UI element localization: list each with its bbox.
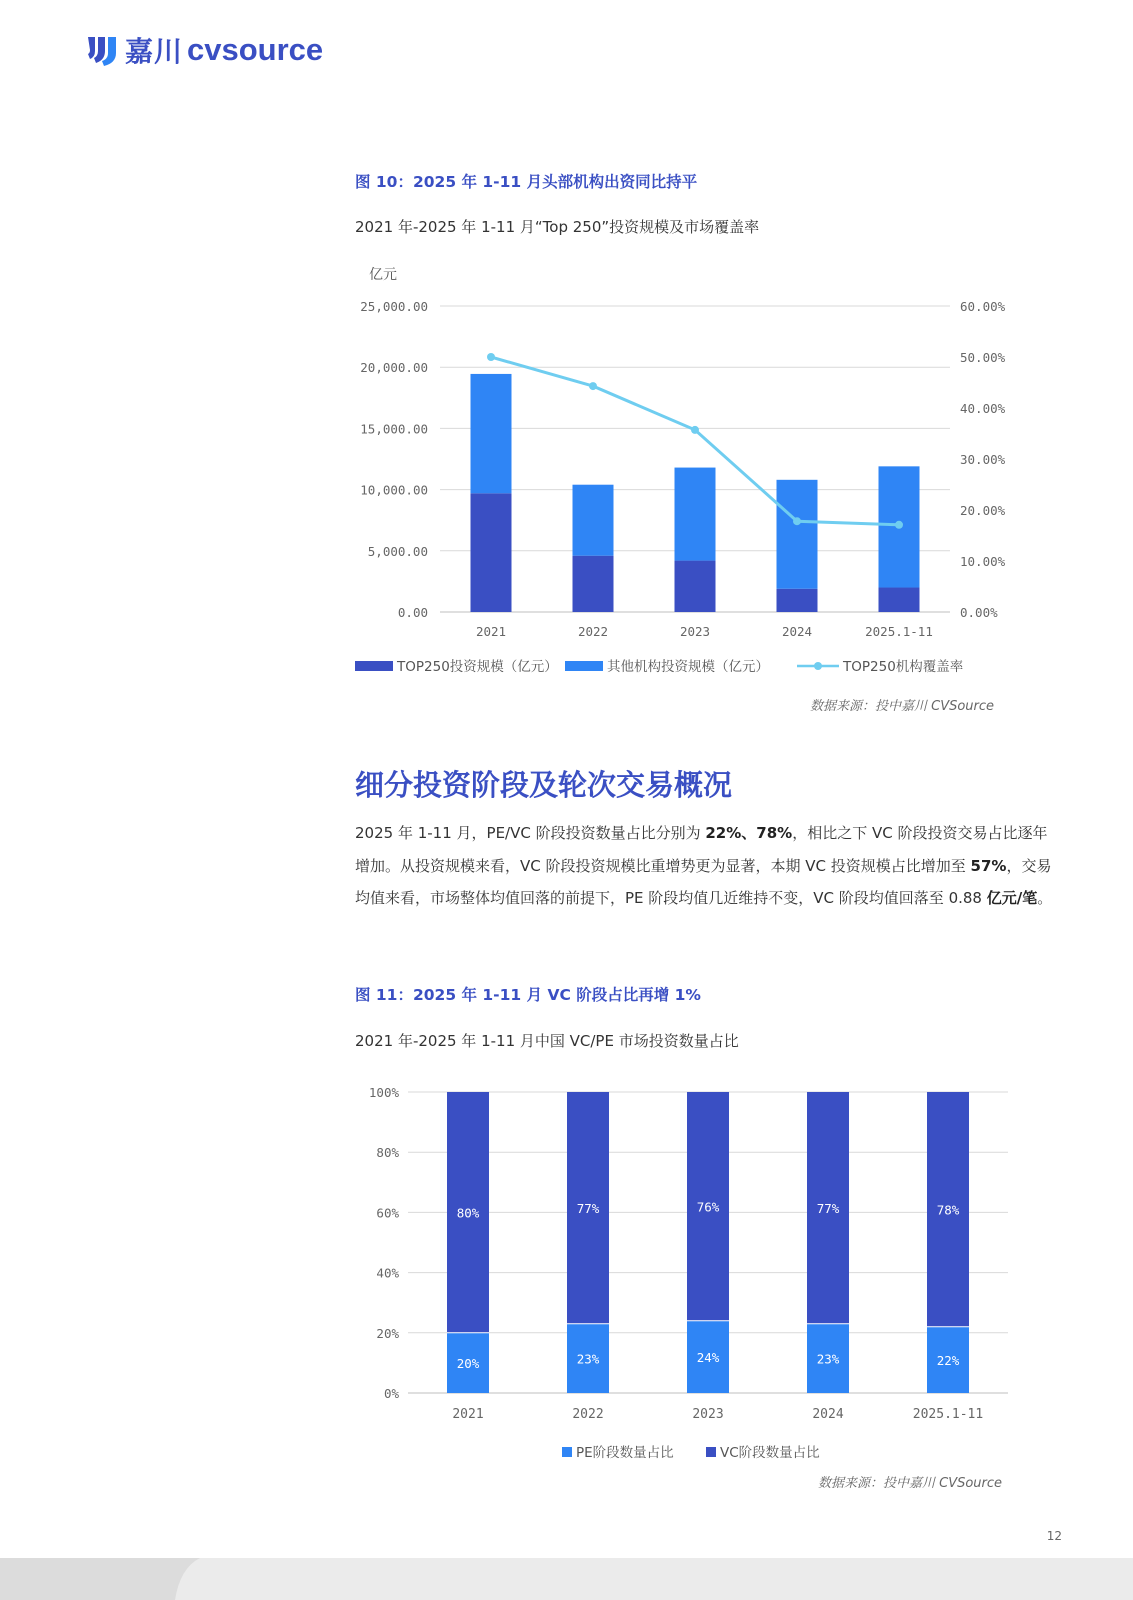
y2-tick-label: 60.00% xyxy=(960,299,1006,314)
data-label: 20% xyxy=(456,1355,480,1371)
data-label: 23% xyxy=(576,1351,600,1367)
x-tick-label: 2025.1-11 xyxy=(912,1407,984,1422)
figure11-title: 图 11：2025 年 1-11 月 VC 阶段占比再增 1% xyxy=(355,986,701,1004)
coverage-point xyxy=(691,426,699,434)
figure10-source: 数据来源：投中嘉川 CVSource xyxy=(810,699,995,714)
bar-segment xyxy=(879,588,920,612)
data-label: 24% xyxy=(696,1349,720,1365)
x-tick-label: 2023 xyxy=(679,624,711,639)
section-title: 细分投资阶段及轮次交易概况 xyxy=(355,768,733,802)
footer-decoration xyxy=(0,1558,200,1600)
legend-label: 其他机构投资规模（亿元） xyxy=(607,659,769,675)
data-label: 78% xyxy=(936,1202,960,1218)
legend-swatch xyxy=(355,661,393,671)
figure11-chart xyxy=(0,1075,1133,1465)
data-label: 76% xyxy=(696,1199,720,1215)
y2-tick-label: 20.00% xyxy=(960,503,1006,518)
legend-swatch xyxy=(706,1447,716,1457)
y-tick-label: 60% xyxy=(376,1205,399,1221)
legend-line-marker xyxy=(814,662,822,670)
legend-label: VC阶段数量占比 xyxy=(720,1445,820,1461)
x-tick-label: 2022 xyxy=(577,624,609,639)
coverage-point xyxy=(589,382,597,390)
y-tick-label: 25,000.00 xyxy=(360,299,428,314)
y-tick-label: 0% xyxy=(383,1386,399,1401)
x-tick-label: 2024 xyxy=(812,1407,844,1422)
paragraph-run: 。 xyxy=(1037,889,1053,907)
legend-swatch xyxy=(565,661,603,671)
bar-segment xyxy=(675,468,716,561)
y-tick-label: 0.00 xyxy=(397,605,428,620)
x-tick-label: 2021 xyxy=(452,1407,484,1422)
bar-segment xyxy=(471,493,512,612)
y-tick-label: 40% xyxy=(376,1265,399,1281)
y2-tick-label: 0.00% xyxy=(960,605,998,620)
y2-tick-label: 50.00% xyxy=(960,350,1006,365)
y-tick-label: 100% xyxy=(368,1085,399,1100)
paragraph-run: ，相比之下 VC 阶段投资交易占比逐年增加。从投资规模来看，VC 阶段投资规模比重增势更为显著，本期 VC 投资规模占比增加至 xyxy=(355,824,1048,875)
y-tick-label: 10,000.00 xyxy=(360,482,428,498)
page-number: 12 xyxy=(1046,1529,1062,1543)
x-tick-label: 2023 xyxy=(692,1407,724,1422)
paragraph-highlight: 22%、78% xyxy=(705,824,793,842)
x-tick-label: 2025.1-11 xyxy=(865,624,933,639)
y-tick-label: 5,000.00 xyxy=(367,543,428,559)
paragraph-run: 2025 年 1-11 月，PE/VC 阶段投资数量占比分别为 xyxy=(355,824,706,842)
paragraph-run: ，交易均值来看，市场整体均值回落的前提下，PE 阶段均值几近维持不变，VC 阶段均值回落至 0.88 xyxy=(355,856,1052,907)
bar-segment xyxy=(675,561,716,612)
legend-label: PE阶段数量占比 xyxy=(576,1445,674,1461)
brand-logo-icon xyxy=(86,33,120,67)
x-tick-label: 2021 xyxy=(475,624,507,639)
legend-swatch xyxy=(562,1447,572,1457)
y-tick-label: 20% xyxy=(376,1325,399,1341)
y2-tick-label: 30.00% xyxy=(960,452,1006,467)
bar-segment xyxy=(471,374,512,493)
bar-segment xyxy=(573,556,614,612)
data-label: 80% xyxy=(456,1205,480,1221)
x-tick-label: 2024 xyxy=(781,624,813,639)
y-tick-label: 80% xyxy=(376,1145,399,1161)
brand-name-cn: 嘉川 xyxy=(125,35,184,68)
coverage-point xyxy=(487,353,495,361)
bar-segment xyxy=(777,589,818,612)
coverage-point xyxy=(793,517,801,525)
legend-label: TOP250机构覆盖率 xyxy=(843,659,964,675)
bar-segment xyxy=(573,485,614,556)
figure11-subtitle: 2021 年-2025 年 1-11 月中国 VC/PE 市场投资数量占比 xyxy=(355,1032,739,1050)
data-label: 77% xyxy=(816,1200,840,1216)
paragraph-highlight: 57% xyxy=(970,856,1007,875)
coverage-point xyxy=(895,521,903,529)
brand-logo xyxy=(86,30,323,70)
figure10-chart xyxy=(0,250,1133,690)
figure11-source: 数据来源：投中嘉川 CVSource xyxy=(818,1476,1003,1491)
data-label: 77% xyxy=(576,1200,600,1216)
y2-tick-label: 10.00% xyxy=(960,554,1006,569)
y-axis-unit-label: 亿元 xyxy=(369,267,397,283)
y2-tick-label: 40.00% xyxy=(960,401,1006,416)
bar-segment xyxy=(777,480,818,589)
figure10-subtitle: 2021 年-2025 年 1-11 月“Top 250”投资规模及市场覆盖率 xyxy=(355,218,760,236)
legend-label: TOP250投资规模（亿元） xyxy=(397,659,558,675)
data-label: 22% xyxy=(936,1352,960,1368)
section-paragraph xyxy=(355,817,1055,915)
paragraph-highlight: 亿元/笔 xyxy=(986,889,1038,907)
x-tick-label: 2022 xyxy=(572,1407,604,1422)
data-label: 23% xyxy=(816,1351,840,1367)
figure10-title: 图 10：2025 年 1-11 月头部机构出资同比持平 xyxy=(355,173,698,191)
y-tick-label: 20,000.00 xyxy=(360,360,428,376)
y-tick-label: 15,000.00 xyxy=(360,421,428,437)
brand-name-en: cvsource xyxy=(187,32,324,67)
